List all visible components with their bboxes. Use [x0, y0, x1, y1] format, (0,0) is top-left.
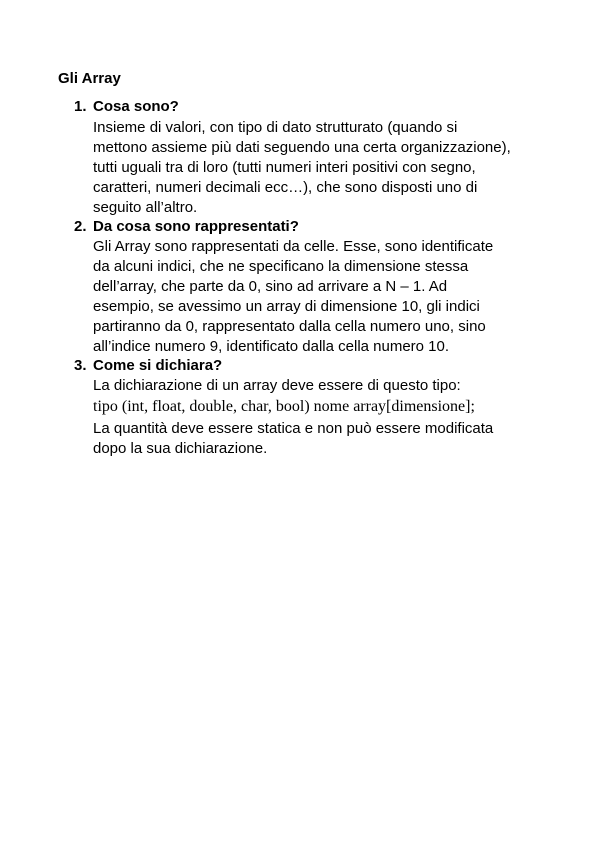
section-1-line-5: seguito all’altro. [93, 199, 198, 216]
section-1-line-2: mettono assieme più dati seguendo una certa organizzazione), [93, 139, 511, 156]
section-1-line-3: tutti uguali tra di loro (tutti numeri interi positivi con segno, [93, 159, 476, 176]
document-title: Gli Array [58, 70, 121, 87]
section-2-line-4: esempio, se avessimo un array di dimensione 10, gli indici [93, 298, 480, 315]
section-2-heading: Da cosa sono rappresentati? [93, 218, 299, 235]
section-1-heading: Cosa sono? [93, 98, 179, 115]
section-2-line-5: partiranno da 0, rappresentato dalla cella numero uno, sino [93, 318, 486, 335]
section-3-declaration-syntax: tipo (int, float, double, char, bool) nome array[dimensione]; [93, 398, 475, 415]
section-1-number: 1. [74, 98, 87, 115]
section-2-line-6: all’indice numero 9, identificato dalla cella numero 10. [93, 338, 450, 355]
section-2-line-1: Gli Array sono rappresentati da celle. Esse, sono identificate [93, 238, 494, 255]
section-3-line-4: dopo la sua dichiarazione. [93, 440, 268, 457]
section-2-line-3: dell’array, che parte da 0, sino ad arrivare a N – 1. Ad [93, 278, 448, 295]
section-3-heading: Come si dichiara? [93, 357, 223, 374]
section-1-line-1: Insieme di valori, con tipo di dato strutturato (quando si [93, 119, 458, 136]
section-1-line-4: caratteri, numeri decimali ecc…), che sono disposti uno di [93, 179, 478, 196]
section-3-line-1: La dichiarazione di un array deve essere di questo tipo: [93, 377, 461, 394]
section-2-number: 2. [74, 218, 87, 235]
section-3-line-3: La quantità deve essere statica e non può essere modificata [93, 420, 494, 437]
section-3-number: 3. [74, 357, 87, 374]
section-2-line-2: da alcuni indici, che ne specificano la dimensione stessa [93, 258, 469, 275]
